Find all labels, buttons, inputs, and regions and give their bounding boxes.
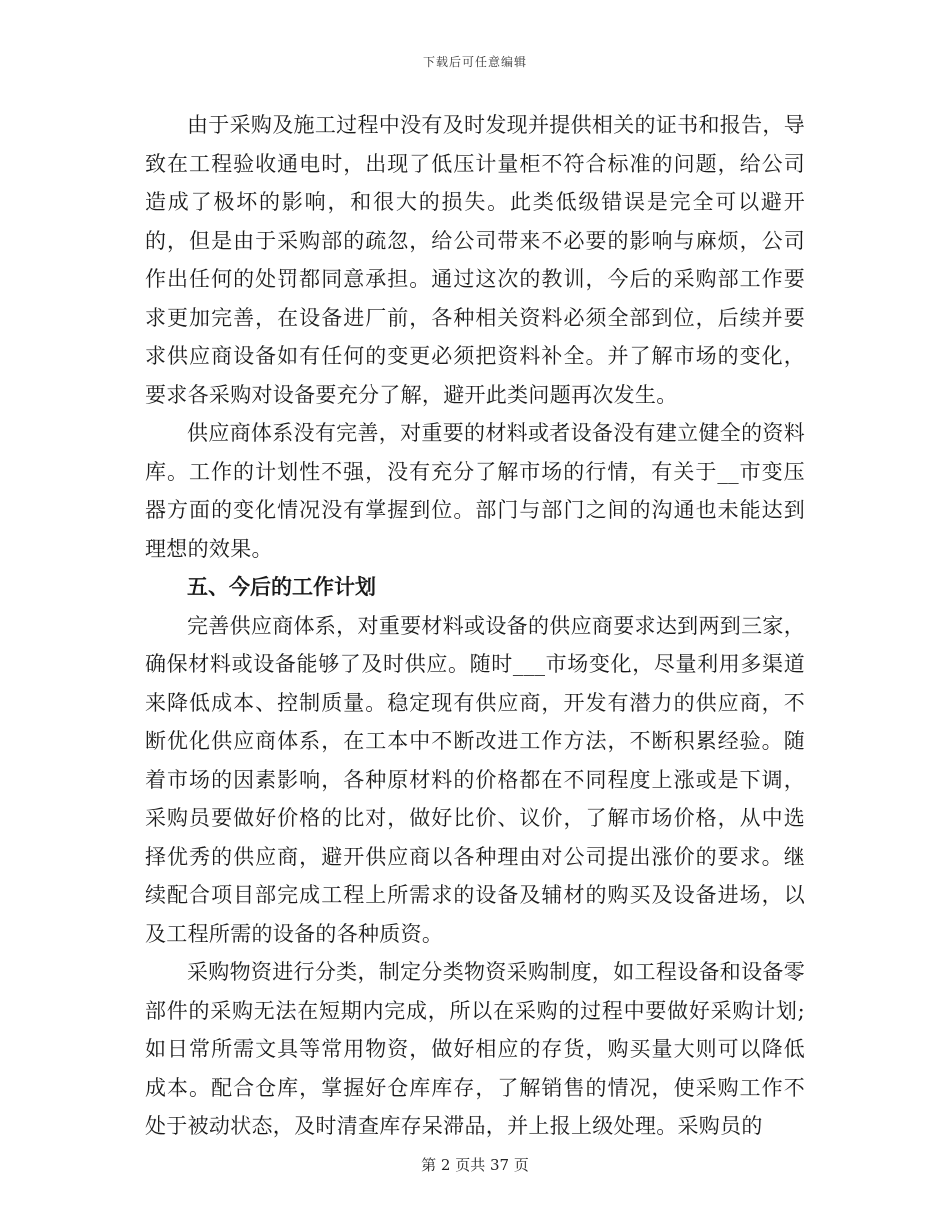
paragraph-material-classification: 采购物资进行分类，制定分类物资采购制度，如工程设备和设备零部件的采购无法在短期内完成，所以在采购的过程中要做好采购计划;如日常所需文具等常用物资，做好相应的存货，购买量大则可以降低成本。配合仓库，掌握好仓库库存，了解销售的情况，使采购工作不处于被动状态，及时清查库存呆滞品，并上报上级处理。采购员的	[145, 960, 805, 1138]
section-heading-work-plan: 五、今后的工作计划	[187, 575, 376, 599]
paragraph-supplier-improvement: 完善供应商体系，对重要材料或设备的供应商要求达到两到三家，确保材料或设备能够了及时供应。随时___市场变化，尽量利用多渠道来降低成本、控制质量。稳定现有供应商，开发有潜力的供应商，不断优化供应商体系，在工本中不断改进工作方法，不断积累经验。随着市场的因素影响，各种原材料的价格都在不同程度上涨或是下调，采购员要做好价格的比对，做好比价、议价，了解市场价格，从中选择优秀的供应商，避开供应商以各种理由对公司提出涨价的要求。继续配合项目部完成工程上所需求的设备及辅材的购买及设备进场，以及工程所需的设备的各种质资。	[145, 613, 805, 946]
paragraph-supplier-system: 供应商体系没有完善，对重要的材料或者设备没有建立健全的资料库。工作的计划性不强，没有充分了解市场的行情，有关于__市变压器方面的变化情况没有掌握到位。部门与部门之间的沟通也未能达到理想的效果。	[145, 421, 805, 561]
paragraph-procurement-issue: 由于采购及施工过程中没有及时发现并提供相关的证书和报告，导致在工程验收通电时，出现了低压计量柜不符合标准的问题，给公司造成了极坏的影响，和很大的损失。此类低级错误是完全可以避开的，但是由于采购部的疏忽，给公司带来不必要的影响与麻烦，公司作出任何的处罚都同意承担。通过这次的教训，今后的采购部工作要求更加完善，在设备进厂前，各种相关资料必须全部到位，后续并要求供应商设备如有任何的变更必须把资料补全。并了解市场的变化，要求各采购对设备要充分了解，避开此类问题再次发生。	[145, 113, 805, 407]
document-body	[145, 106, 805, 1146]
page-header: 下载后可任意编辑	[422, 55, 527, 69]
page-number-footer: 第 2 页共 37 页	[421, 1156, 529, 1174]
